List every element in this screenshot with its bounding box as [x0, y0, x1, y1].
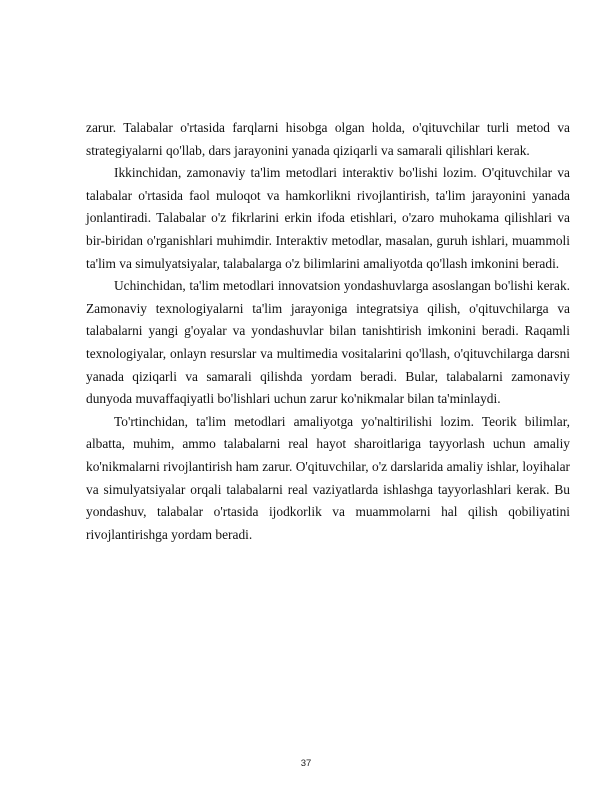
paragraph-4: To'rtinchidan, ta'lim metodlari amaliyotga yo'naltirilishi lozim. Teorik bilimlar, albatta, muhim, ammo talabalarni real hayot sharoitlariga tayyorlash uchun amaliy ko'nikmalarni rivojlantirish ham zarur. O'qituvchilar, o'z darslarida amaliy ishlar, loyihalar va simulyatsiyalar orqali talabalarni real vaziyatlarda ishlashga tayyorlashlari kerak. Bu yondashuv, talabalar o'rtasida ijodkorlik va muammolarni hal qilish qobiliyatini rivojlantirishga yordam beradi. — [86, 413, 570, 542]
paragraph-1: zarur. Talabalar o'rtasida farqlarni hisobga olgan holda, o'qituvchilar turli metod va strategiyalarni qo'llab, dars jarayonini yanada qiziqarli va samarali qilishlari kerak. — [86, 120, 570, 158]
paragraph-3: Uchinchidan, ta'lim metodlari innovatsion yondashuvlarga asoslangan bo'lishi kerak. Zamonaviy texnologiyalarni ta'lim jarayoniga integratsiya qilish, o'qituvchilarga va talabalarni yangi g'oyalar va yondashuvlar bilan tanishtirish imkonini beradi. Raqamli texnologiyalar, onlayn resurslar va multimedia vositalarini qo'llash, o'qituvchilarga darsni yanada qiziqarli va samarali qilishda yordam beradi. Bular, talabalarni zamonaviy dunyoda muvaffaqiyatli bo'lishlari uchun zarur ko'nikmalar bilan ta'minlaydi. — [86, 278, 570, 407]
page-number: 37 — [300, 758, 312, 769]
body-text — [86, 117, 570, 546]
paragraph-2: Ikkinchidan, zamonaviy ta'lim metodlari interaktiv bo'lishi lozim. O'qituvchilar va talabalar o'rtasida faol muloqot va hamkorlikni rivojlantirish, ta'lim jarayonini yanada jonlantiradi. Talabalar o'z fikrlarini erkin ifoda etishlari, o'zaro muhokama qilishlari va bir-biridan o'rganishlari muhimdir. Interaktiv metodlar, masalan, guruh ishlari, muammoli ta'lim va simulyatsiyalar, talabalarga o'z bilimlarini amaliyotda qo'llash imkonini beradi. — [86, 165, 570, 271]
